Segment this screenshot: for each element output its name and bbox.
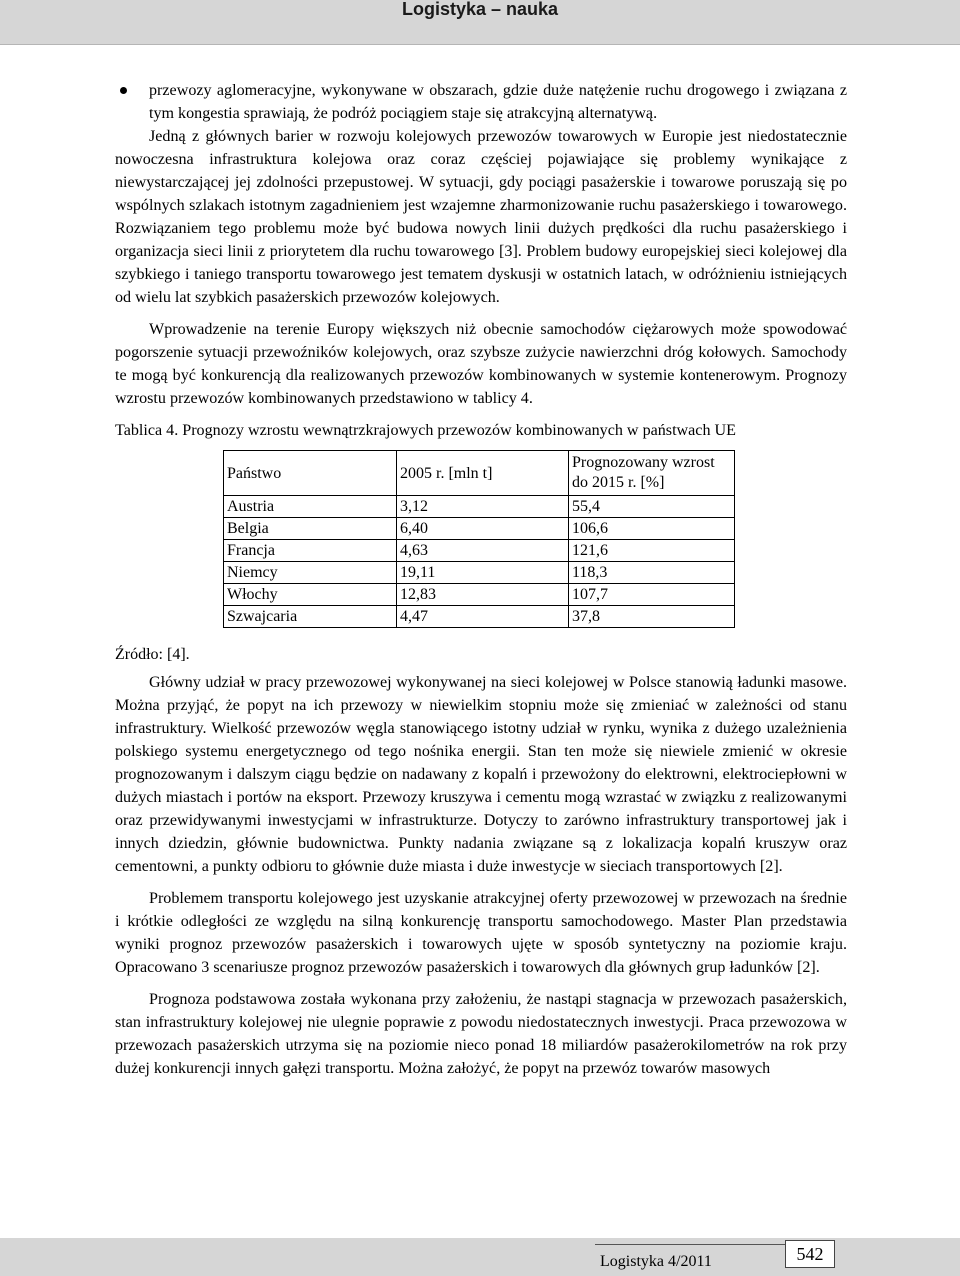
table-source: Źródło: [4]. [115, 646, 190, 663]
table-cell: Szwajcaria [224, 606, 397, 628]
table-caption: Tablica 4. Prognozy wzrostu wewnątrzkrajowych przewozów kombinowanych w państwach UE [115, 422, 736, 439]
table-cell: 4,47 [397, 606, 569, 628]
page-number: 542 [785, 1240, 835, 1268]
bullet-list-item [115, 79, 847, 125]
forecast-table [223, 450, 735, 628]
table-row [224, 584, 735, 606]
table-cell: 121,6 [569, 540, 735, 562]
table-cell: Francja [224, 540, 397, 562]
running-header-title: Logistyka – nauka [401, 0, 559, 19]
table-row [224, 496, 735, 518]
table-cell: 118,3 [569, 562, 735, 584]
paragraph: Wprowadzenie na terenie Europy większych niż obecnie samochodów ciężarowych może spowodować pogorszenie sytuacji przewoźników kolejowych, oraz szybsze zużycie nawierzchni dróg kołowych. Samochody te mogą być konkurencją dla realizowanych przewozów kombinowanych w systemie kontenerowym. Prognozy wzrostu przewozów kombinowanych przedstawiono w tablicy 4. [115, 321, 847, 407]
bullet-text: przewozy aglomeracyjne, wykonywane w obszarach, gdzie duże natężenie ruchu drogowego i związana z tym kongestia sprawiają, że podróż pociągiem staje się atrakcyjną alternatywą. [149, 82, 847, 122]
table-header-cell: 2005 r. [mln t] [397, 451, 569, 496]
table-cell: 107,7 [569, 584, 735, 606]
table-cell: 55,4 [569, 496, 735, 518]
table-row [224, 562, 735, 584]
table-cell: 6,40 [397, 518, 569, 540]
table-cell: Belgia [224, 518, 397, 540]
table-cell: Włochy [224, 584, 397, 606]
bullet-icon [120, 87, 127, 94]
table-row [224, 518, 735, 540]
paragraph: Problemem transportu kolejowego jest uzyskanie atrakcyjnej oferty przewozowej w przewozach na średnie i krótkie odległości ze względu na silną konkurencję transportu samochodowego. Master Plan przedstawia wyniki prognoz przewozów pasażerskich i towarowych ujęte w sposób syntetyczny na poziomie kraju. Opracowano 3 scenariusze prognoz przewozów pasażerskich i towarowych dla głównych grup ładunków [2]. [115, 890, 847, 976]
table-header-cell: Prognozowany wzrost do 2015 r. [%] [569, 451, 735, 496]
table-cell: 19,11 [397, 562, 569, 584]
table-cell: 106,6 [569, 518, 735, 540]
page-content [115, 79, 847, 1080]
table-cell: 12,83 [397, 584, 569, 606]
table-row [224, 540, 735, 562]
table-header-row [224, 451, 735, 496]
table-cell: Austria [224, 496, 397, 518]
table-row [224, 606, 735, 628]
table-cell: 4,63 [397, 540, 569, 562]
table-block [115, 446, 847, 662]
paragraph: Główny udział w pracy przewozowej wykonywanej na sieci kolejowej w Polsce stanowią ładunki masowe. Można przyjąć, że popyt na ich przewozy w niewielkim stopniu może się zmieniać w zależności od stanu infrastruktury. Wielkość przewozów węgla stanowiącego istotny udział w rynku, wynika z dużego uzależnienia polskiego systemu energetycznego od tego nośnika energii. Stan ten może się niewiele zmienić w okresie prognozowanym i dalszym ciągu będzie on nadawany z kopalń i przewożony do elektrowni, elektrociepłowni w dużych miastach i portów na eksport. Przewozy kruszywa i cementu mogą wzrastać w związku z realizowanymi oraz przewidywanymi inwestycjami w infrastrukturze. Dotyczy to zarówno infrastruktury transportowej jak i innych dziedzin, głównie budownictwa. Punkty nadania związane są z lokalizacja kopalń kruszyw oraz cementowni, a punkty odbioru to głównie duże miasta i duże inwestycje w sieciach transportowych [2]. [115, 674, 847, 875]
paragraph: Prognoza podstawowa została wykonana przy założeniu, że nastąpi stagnacja w przewozach pasażerskich, stan infrastruktury kolejowej nie ulegnie poprawie z powodu niedostatecznych inwestycji. Praca przewozowa w przewozach pasażerskich utrzyma się na poziomie nieco ponad 18 miliardów pasażerokilometrów na rok przy dużej konkurencji innych gałęzi transportu. Można założyć, że popyt na przewóz towarów masowych [115, 991, 847, 1077]
table-cell: 37,8 [569, 606, 735, 628]
table-cell: Niemcy [224, 562, 397, 584]
footer-journal: Logistyka 4/2011 [600, 1253, 712, 1270]
paragraph: Jedną z głównych barier w rozwoju kolejowych przewozów towarowych w Europie jest niedostatecznie nowoczesna infrastruktura kolejowa oraz coraz częściej pojawiające się problemy wynikające z niewystarczającej jej zdolności przepustowej. W sytuacji, gdy pociągi pasażerskie i towarowe poruszają się po wspólnych szlakach istotnym zagadnieniem jest wzajemne zharmonizowanie ruchu pasażerskiego i towarowego. Rozwiązaniem tego problemu może być budowa nowych linii dużych prędkości dla ruchu pasażerskiego i organizacja sieci linii z priorytetem dla ruchu towarowego [3]. Problem budowy europejskiej sieci kolejowej dla szybkiego i taniego transportu towarowego jest tematem dyskusji w ostatnich latach, w odróżnieniu istniejących od wielu lat szybkich pasażerskich przewozów kolejowych. [115, 128, 847, 306]
table-cell: 3,12 [397, 496, 569, 518]
table-header-cell: Państwo [224, 451, 397, 496]
